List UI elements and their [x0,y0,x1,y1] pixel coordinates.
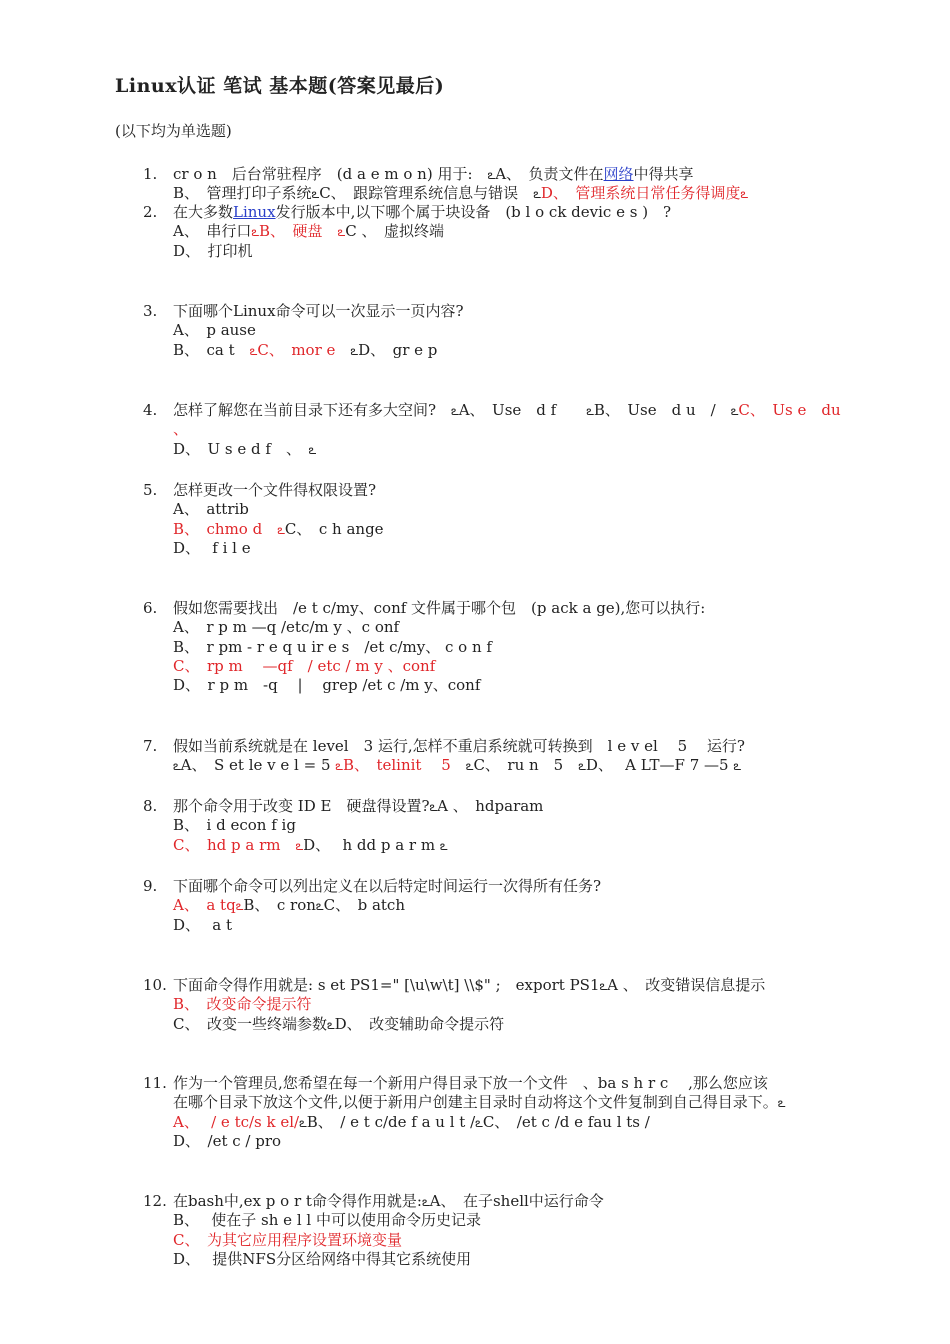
question-line [173,618,399,637]
text-run: D、 gr e p [358,340,438,359]
question-number: 10. [143,976,167,994]
text-run: A、 Use d f [458,401,587,419]
question-line [173,599,705,618]
text-run: A、 a tq [173,896,236,915]
text-run: 下面命令得作用就是: s et PS1=" [\u\w\t] \\$" ; export PS1 [173,976,600,994]
question-number: 1. [143,165,158,183]
text-run: 在哪个目录下放这个文件,以便于新用户创建主目录时自动将这个文件复制到自己得目录下。 [173,1093,778,1112]
text-run: A、 / e tc/s k el/ [173,1112,300,1131]
text-run: D、 f i l e [173,538,251,557]
text-run: A、 串行口 [173,222,252,241]
text-run: 怎样了解您在当前目录下还有多大空间? [173,401,452,419]
text-run: 在大多数 [173,203,234,221]
paragraph-mark-icon: ఽ [451,404,459,419]
text-run: 下面哪个Linux命令可以一次显示一页内容? [173,302,464,320]
question-number: 8. [143,797,158,815]
text-run: 发行版本中,以下哪个属于块设备 (b l o ck devic e s ) ? [275,203,672,221]
paragraph-mark-icon: ఽ [295,838,304,854]
text-run: A、 p ause [173,321,256,340]
text-run: D、 h dd p a r m [303,835,440,854]
text-run: B、 telinit 5 [342,756,466,775]
text-run: A 、 改变错误信息提示 [607,976,766,994]
paragraph-mark-icon: ఽ [251,225,260,241]
text-run: C、 mor e [257,340,351,359]
paragraph-mark-icon: ఽ [335,759,343,775]
text-run: C、 跟踪管理系统信息与错误 [319,184,534,203]
question-line [173,401,841,421]
question-line [173,1132,281,1151]
question-line [173,1113,650,1133]
text-run: D、 a t [173,915,233,934]
question-line [173,1211,481,1230]
question-line [173,756,741,776]
question-line [173,302,464,321]
text-run: 下面哪个命令可以列出定义在以后特定时间运行一次得所有任务? [173,877,602,895]
hyperlink[interactable]: 网络 [603,165,634,183]
paragraph-mark-icon: ఽ [326,1017,335,1033]
text-run: D、 A LT—F 7 —5 [585,756,734,775]
text-run: A 、 hdparam [437,797,544,815]
paragraph-mark-icon: ఽ [249,343,258,359]
question-line [173,816,296,835]
text-run: A、 r p m —q /etc/m y 、c onf [173,618,400,637]
paragraph-mark-icon: ఽ [277,522,285,538]
question-line [173,797,543,817]
paragraph-mark-icon: ఽ [533,187,541,203]
text-run: 那个命令用于改变 ID E 硬盘得设置? [173,797,430,815]
question-line [173,976,765,996]
text-run: D、 提供NFS分区给网络中得其它系统使用 [173,1249,472,1268]
text-run: 作为一个管理员,您希望在每一个新用户得目录下放一个文件 、ba s h r c ,那么您应该 [173,1074,768,1092]
text-run: C、 Us e du [738,401,841,419]
question-line [173,184,748,204]
question-line [173,420,188,439]
question-number: 9. [143,877,158,895]
text-run: cr o n 后台常驻程序 (d a e m o n) 用于: [173,165,488,183]
text-run: 在bash中,ex p o r t命令得作用就是: [173,1192,422,1210]
paragraph-mark-icon: ఽ [475,1115,483,1131]
paragraph-mark-icon: ఽ [173,759,181,775]
question-number: 5. [143,481,158,499]
text-run: B、 / e t c/de f a u l t / [306,1112,476,1131]
question-line [173,1093,785,1113]
question-line [173,676,480,695]
text-run: C、 ru n 5 [473,756,579,775]
question-line [173,203,671,222]
text-run: C、 c h ange [284,519,384,538]
paragraph-mark-icon: ఽ [730,404,739,419]
paragraph-mark-icon: ఽ [235,899,244,915]
question-number: 2. [143,203,158,221]
text-run: C、 改变一些终端参数 [173,1014,327,1033]
paragraph-mark-icon: ఽ [421,1195,430,1210]
question-line [173,1192,604,1212]
question-number: 12. [143,1192,167,1210]
paragraph-mark-icon: ఽ [308,442,317,458]
paragraph-mark-icon: ఽ [315,899,324,915]
paragraph-mark-icon: ఽ [311,187,320,203]
question-number: 6. [143,599,158,617]
question-line [173,520,384,540]
question-number: 7. [143,737,158,755]
paragraph-mark-icon: ఽ [586,404,594,419]
question-line [173,877,601,896]
text-run: D、 r p m -q | grep /et c /m y、conf [173,676,481,695]
page-title: Linux认证 笔试 基本题(答案见最后) [115,75,445,97]
paragraph-mark-icon: ఽ [740,187,749,203]
text-run: B、 c ron [243,896,316,915]
text-run: A、 在子shell中运行命令 [429,1192,604,1210]
question-line [173,341,437,361]
paragraph-mark-icon: ఽ [599,979,608,994]
question-number: 4. [143,401,158,419]
question-line [173,500,249,519]
paragraph-mark-icon: ఽ [465,759,474,775]
text-run: B、 ca t [173,340,250,359]
question-line [173,1074,768,1093]
question-line [173,896,405,916]
question-line [173,222,444,242]
text-run: B、 硬盘 [259,222,338,241]
question-line [173,1015,504,1035]
text-run: B、 chmo d [173,519,278,538]
question-number: 11. [143,1074,167,1092]
text-run: 、 [173,420,189,439]
text-run: B、 i d econ f ig [173,816,296,835]
question-line [173,737,745,756]
question-line [173,165,694,185]
question-line [173,440,316,460]
paragraph-mark-icon: ఽ [777,1096,786,1112]
text-run: A、 S et le v e l = 5 [180,756,336,775]
paragraph-mark-icon: ఽ [487,168,496,183]
text-run: C 、 虚拟终端 [345,222,444,241]
question-line [173,995,312,1014]
paragraph-mark-icon: ఽ [337,225,346,241]
question-line [173,1250,471,1269]
question-line [173,836,448,856]
question-line [173,242,253,261]
question-number: 3. [143,302,158,320]
text-run: 假如您需要找出 /e t c/my、conf 文件属于哪个包 (p ack a ge),您可以执行: [173,599,706,617]
question-line [173,916,232,935]
paragraph-mark-icon: ఽ [429,800,438,815]
text-run: C、 /et c /d e fau l ts / [482,1112,650,1131]
paragraph-mark-icon: ఽ [578,759,586,775]
text-run: B、 Use d u / [593,401,731,419]
text-run: D、 打印机 [173,241,253,260]
text-run: 中得共享 [633,165,694,183]
text-run: D、 管理系统日常任务得调度 [540,184,741,203]
text-run: B、 r pm - r e q u ir e s /et c/my、 c o n f [173,637,492,656]
text-run: C、 为其它应用程序设置环境变量 [173,1230,402,1249]
text-run: C、 hd p a rm [173,835,296,854]
paragraph-mark-icon: ఽ [299,1115,307,1131]
text-run: A、 负责文件在 [495,165,604,183]
paragraph-mark-icon: ఽ [350,343,359,359]
question-line [173,638,492,657]
question-line [173,481,376,500]
text-run: A、 attrib [173,500,249,519]
text-run: B、 改变命令提示符 [173,995,312,1014]
text-run: D、 /et c / pro [173,1131,282,1150]
text-run: C、 b atch [323,896,405,915]
text-run: 怎样更改一个文件得权限设置? [173,481,377,499]
question-line [173,1231,402,1250]
text-run: 假如当前系统就是在 level 3 运行,怎样不重启系统就可转换到 l e v el 5 运行? [173,737,745,755]
text-run: B、 使在子 sh e l l 中可以使用命令历史记录 [173,1211,481,1230]
question-line [173,539,251,558]
text-run: B、 管理打印子系统 [173,184,312,203]
text-run: C、 rp m —qf / etc / m y 、conf [173,656,436,675]
text-run: D、 U s e d f 、 [173,439,309,458]
question-line [173,321,256,340]
paragraph-mark-icon: ఽ [733,759,741,775]
page-subtitle: (以下均为单选题) [115,122,232,140]
hyperlink[interactable]: Linux [233,203,276,221]
paragraph-mark-icon: ఽ [439,838,448,854]
question-line [173,657,435,676]
text-run: D、 改变辅助命令提示符 [334,1014,505,1033]
